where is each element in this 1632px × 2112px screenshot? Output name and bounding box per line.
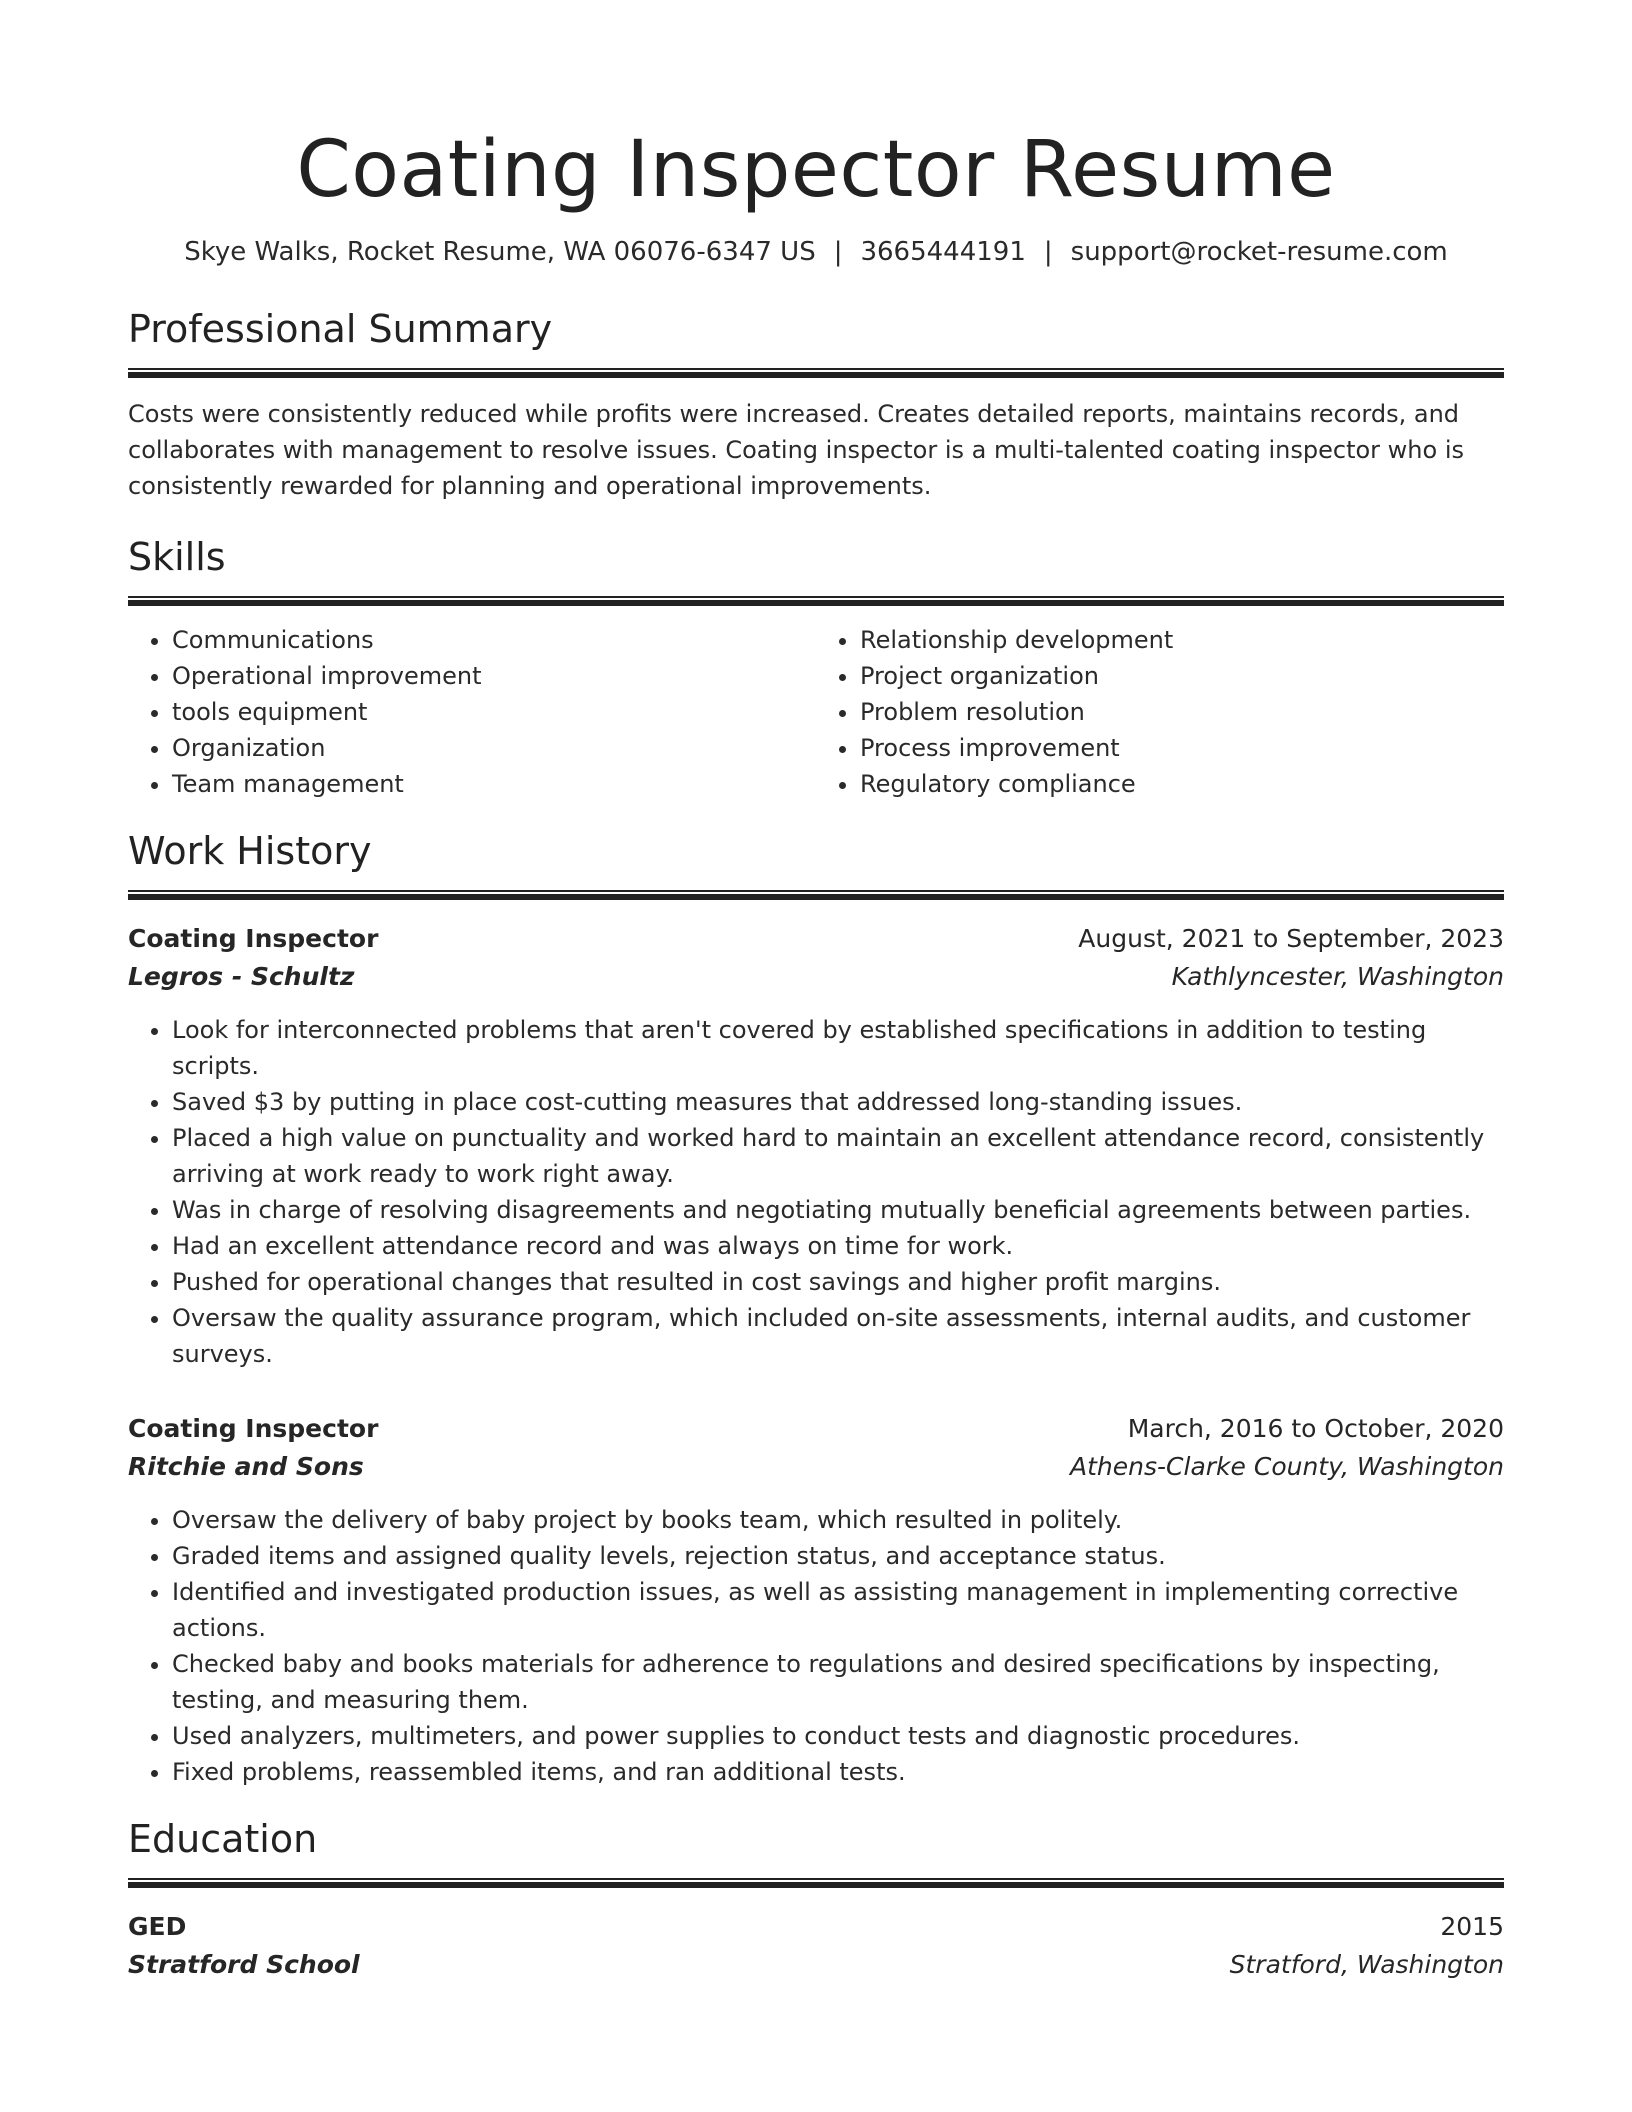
job-location: Athens-Clarke County, Washington [1070, 1452, 1504, 1481]
education-school-row [128, 1946, 1504, 1984]
skill-item: • Communications [172, 622, 816, 658]
education-heading: Education [128, 1817, 318, 1861]
skills-column-left [128, 622, 816, 802]
resume-title: Coating Inspector Resume [296, 125, 1336, 215]
skill-item: • Regulatory compliance [860, 766, 1504, 802]
education-section [128, 1814, 1504, 1984]
work-history-heading: Work History [128, 829, 372, 873]
summary-section [128, 304, 1504, 504]
skills-heading: Skills [128, 535, 226, 579]
job-bullet: • Placed a high value on punctuality and worked hard to maintain an excellent attendance record, consistently arriving at work ready to work right away. [172, 1120, 1504, 1192]
job-company-row [128, 958, 1504, 996]
contact-email: support@rocket-resume.com [1070, 237, 1448, 267]
job-bullet: • Graded items and assigned quality levels, rejection status, and acceptance status. [172, 1538, 1504, 1574]
job-bullet: • Used analyzers, multimeters, and power supplies to conduct tests and diagnostic procedures. [172, 1718, 1504, 1754]
education-degree: GED [128, 1912, 187, 1941]
job-bullet: • Saved $3 by putting in place cost-cutting measures that addressed long-standing issues. [172, 1084, 1504, 1120]
contact-separator: | [1043, 237, 1053, 267]
job-location: Kathlyncester, Washington [1171, 962, 1504, 991]
skill-item: • tools equipment [172, 694, 816, 730]
job-bullet: • Was in charge of resolving disagreements and negotiating mutually beneficial agreements between parties. [172, 1192, 1504, 1228]
skill-item: • Relationship development [860, 622, 1504, 658]
skill-item: • Project organization [860, 658, 1504, 694]
job-bullets [128, 1502, 1504, 1790]
education-school: Stratford School [128, 1950, 360, 1979]
section-divider [128, 596, 1504, 606]
contact-address: Skye Walks, Rocket Resume, WA 06076-6347 US [184, 237, 816, 267]
summary-text: Costs were consistently reduced while profits were increased. Creates detailed reports, maintains records, and collaborates with management to resolve issues. Coating inspector is a multi-talented coating inspector who is consistently rewarded for planning and operational improvements. [128, 400, 1464, 500]
education-entry [128, 1908, 1504, 1984]
job-bullet: • Pushed for operational changes that resulted in cost savings and higher profit margins. [172, 1264, 1504, 1300]
job-company: Ritchie and Sons [128, 1452, 364, 1481]
contact-phone: 3665444191 [860, 237, 1026, 267]
job-bullets [128, 1012, 1504, 1372]
skill-item: • Organization [172, 730, 816, 766]
education-header-row [128, 1908, 1504, 1946]
work-history-section [128, 826, 1504, 1790]
job-bullet: • Look for interconnected problems that aren't covered by established specifications in addition to testing scripts. [172, 1012, 1504, 1084]
job-title: Coating Inspector [128, 1414, 379, 1443]
job-bullet: • Fixed problems, reassembled items, and ran additional tests. [172, 1754, 1504, 1790]
skills-list [128, 622, 1504, 802]
education-year: 2015 [1440, 1912, 1504, 1941]
contact-line [128, 234, 1504, 270]
job-header-row [128, 920, 1504, 958]
job-company-row [128, 1448, 1504, 1486]
job-header-row [128, 1410, 1504, 1448]
skill-item: • Process improvement [860, 730, 1504, 766]
job-bullet: • Oversaw the delivery of baby project by books team, which resulted in politely. [172, 1502, 1504, 1538]
job-entry [128, 920, 1504, 1372]
job-bullet: • Oversaw the quality assurance program, which included on-site assessments, internal audits, and customer surveys. [172, 1300, 1504, 1372]
job-bullet: • Checked baby and books materials for adherence to regulations and desired specifications by inspecting, testing, and measuring them. [172, 1646, 1504, 1718]
section-divider [128, 1878, 1504, 1888]
skills-section [128, 532, 1504, 802]
summary-heading: Professional Summary [128, 307, 553, 351]
education-location: Stratford, Washington [1229, 1950, 1504, 1979]
skills-column-right [816, 622, 1504, 802]
skill-item: • Operational improvement [172, 658, 816, 694]
job-company: Legros - Schultz [128, 962, 355, 991]
skill-item: • Problem resolution [860, 694, 1504, 730]
job-bullet: • Had an excellent attendance record and was always on time for work. [172, 1228, 1504, 1264]
section-divider [128, 890, 1504, 900]
contact-separator: | [833, 237, 843, 267]
job-dates: August, 2021 to September, 2023 [1078, 924, 1504, 953]
section-divider [128, 368, 1504, 378]
job-dates: March, 2016 to October, 2020 [1127, 1414, 1504, 1443]
skill-item: • Team management [172, 766, 816, 802]
job-bullet: • Identified and investigated production issues, as well as assisting management in implementing corrective actions. [172, 1574, 1504, 1646]
job-entry [128, 1410, 1504, 1790]
job-title: Coating Inspector [128, 924, 379, 953]
